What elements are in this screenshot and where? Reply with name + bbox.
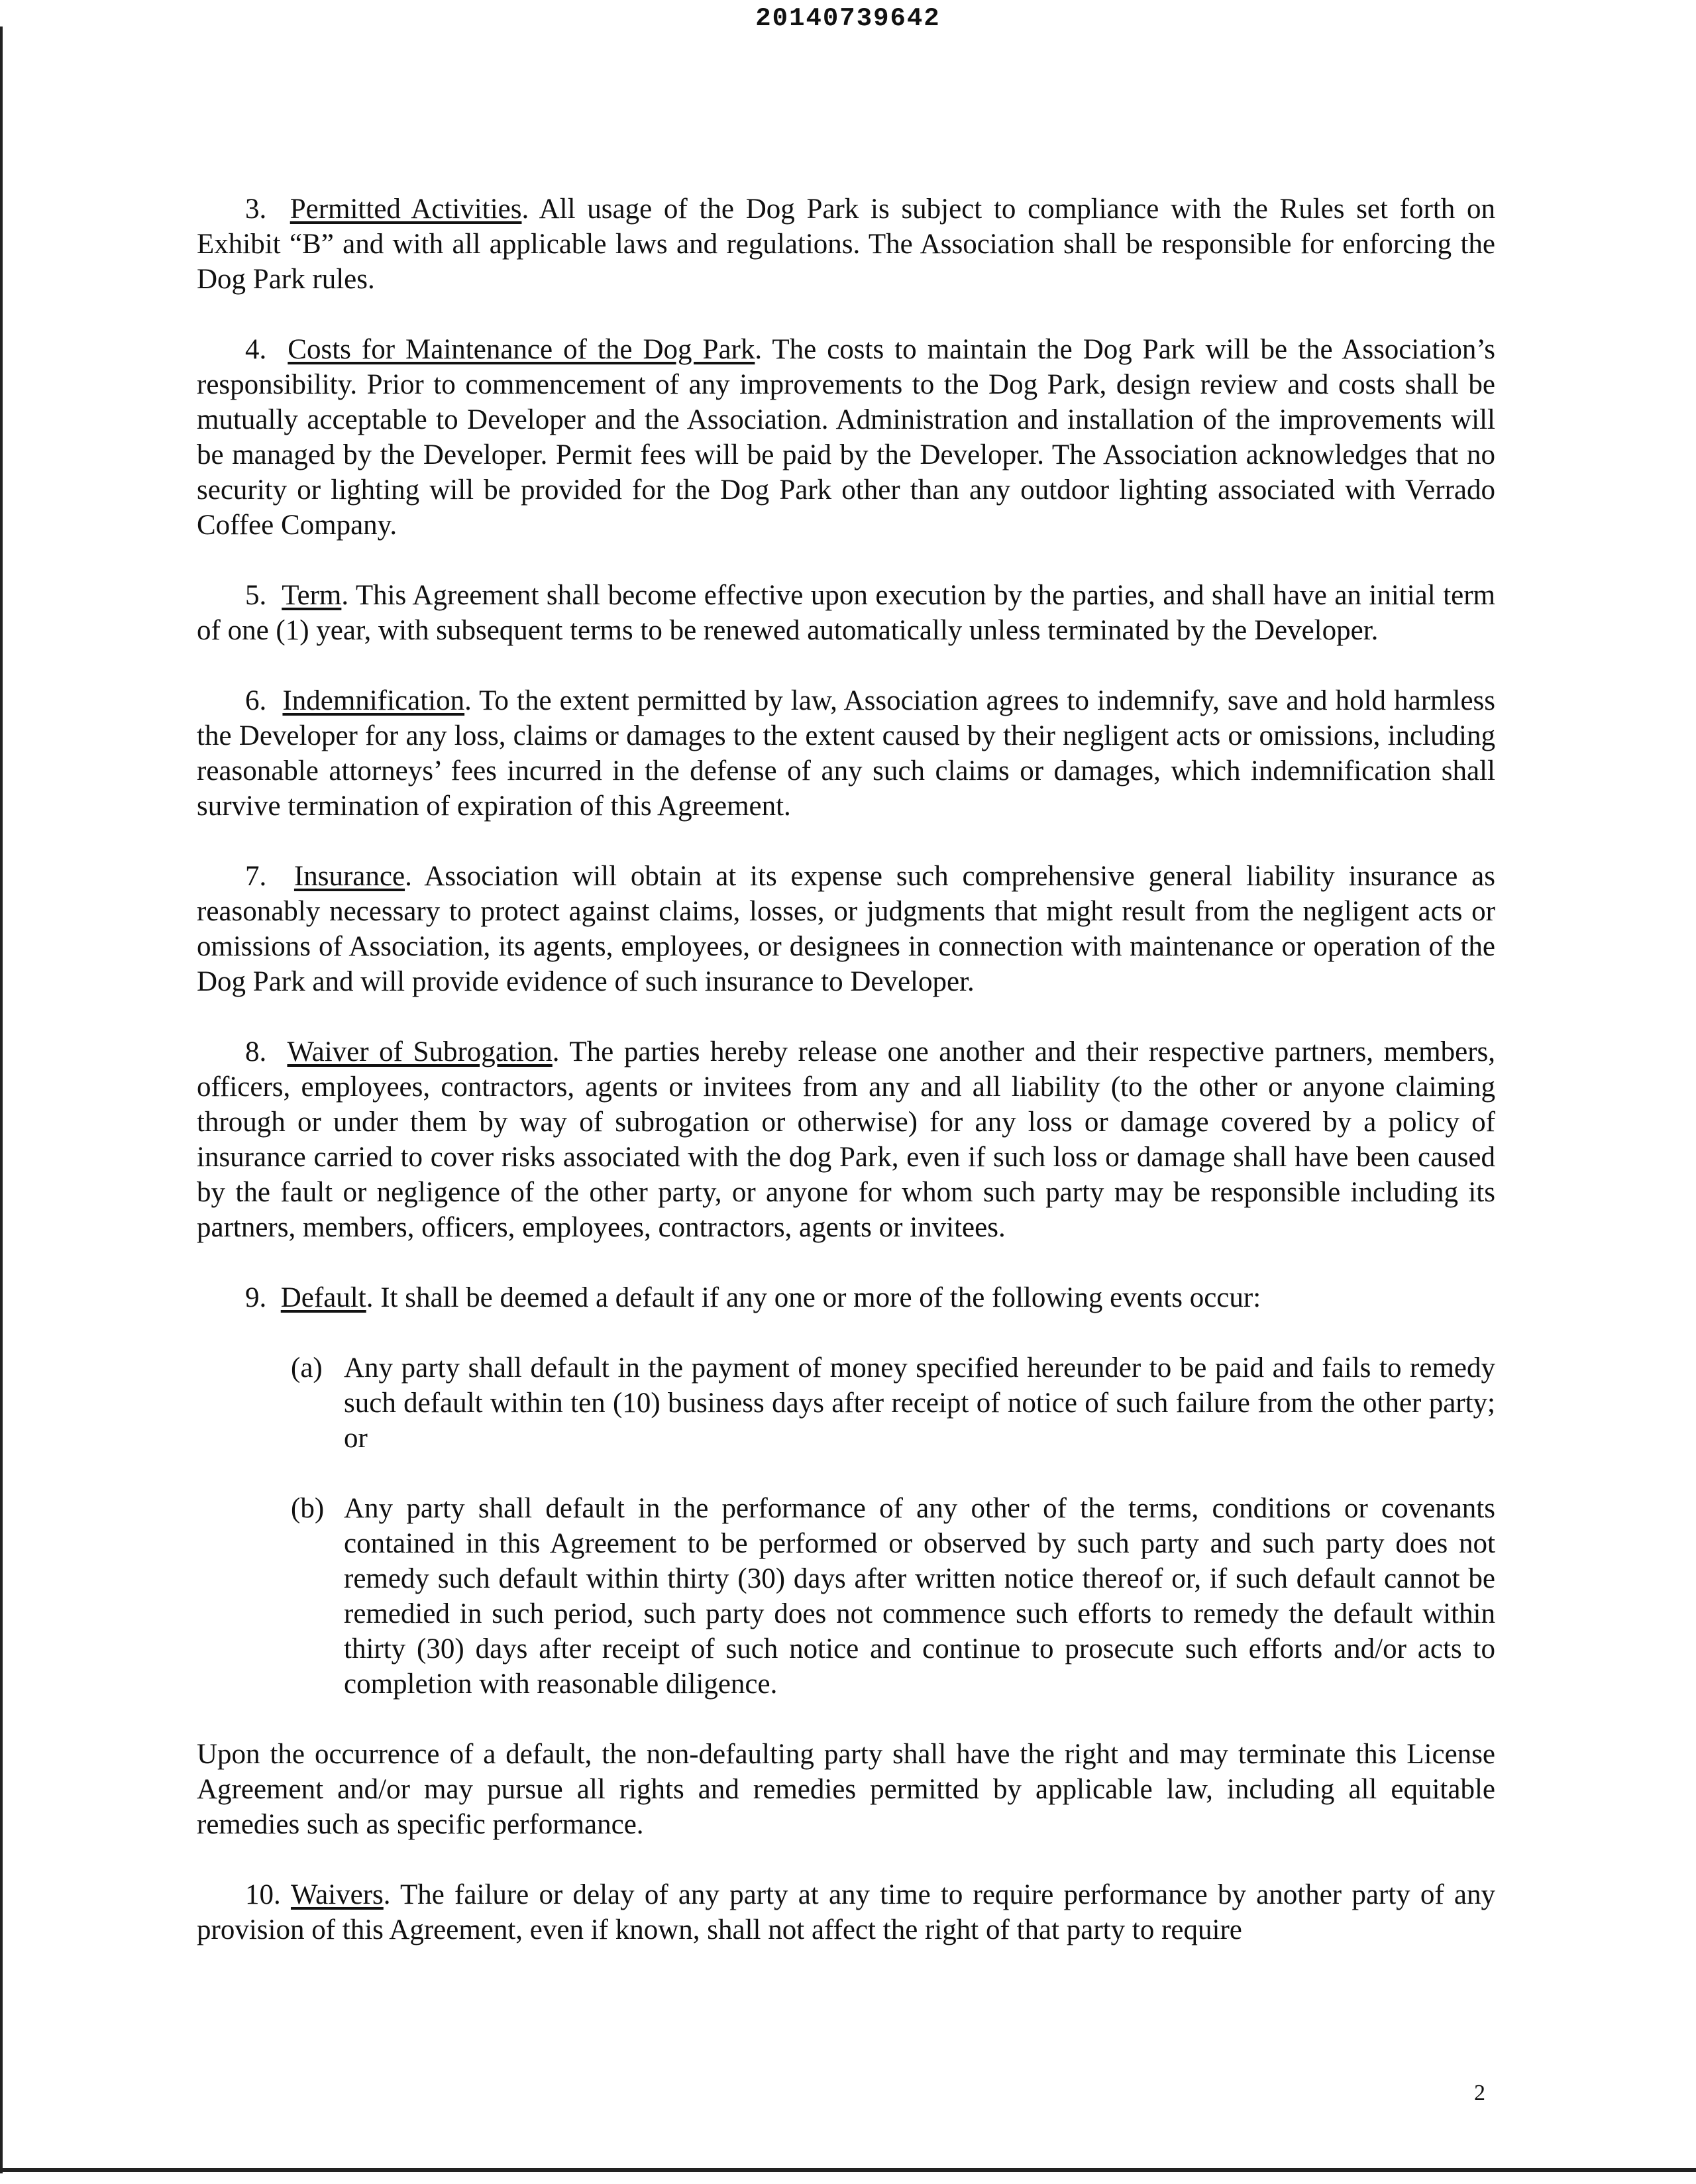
section-text: . All usage of the Dog Park is subject to compliance with the Rules set forth on Exhibit “B” and with all applicable laws and regulations. The Association shall be responsible for enforcing the Dog Park rules. [197,193,1496,295]
section-title: Costs for Maintenance of the Dog Park [288,334,755,365]
section-text: . It shall be deemed a default if any one or more of the following events occur: [366,1282,1261,1313]
section-7 [197,859,1495,999]
item-label: (a) [291,1352,323,1384]
section-text: . The costs to maintain the Dog Park will be the Association’s responsibility. Prior to commencement of any improvements to the Dog Park, design review and costs shall be mutually acceptable to Developer and the Association. Administration and installation of the improvements will be managed by the Developer. Permit fees will be paid by the Developer. The Association acknowledges that no security or lighting will be provided for the Dog Park other than any outdoor lighting associated with Verrado Coffee Company. [197,334,1495,541]
section-title: Permitted Activities [290,193,522,225]
default-item-a [291,1350,1495,1456]
default-item-b [291,1491,1495,1702]
section-title: Waivers [290,1879,384,1910]
section-8 [197,1034,1495,1245]
section-9 [197,1280,1495,1315]
document-number: 20140739642 [755,4,941,33]
section-text: . Association will obtain at its expense such comprehensive general liability insurance as reasonably necessary to protect against claims, losses, or judgments that might result from the negligent acts or omissions of Association, its agents, employees, or designees in connection with maintenance or operation of the Dog Park and will provide evidence of such insurance to Developer. [197,861,1495,997]
section-4 [197,332,1495,543]
section-title: Insurance [293,861,405,892]
default-remedy-paragraph: Upon the occurrence of a default, the non-defaulting party shall have the right and may terminate this License Agreement and/or may pursue all rights and remedies permitted by applicable law, including all equitable remedies such as specific performance. [197,1739,1495,1840]
section-10 [197,1877,1495,1947]
section-number: 6. [245,685,267,716]
section-number: 8. [245,1036,267,1067]
section-number: 7. [245,861,267,892]
section-number: 4. [245,334,267,365]
section-title: Waiver of Subrogation [287,1036,553,1067]
section-text: . The parties hereby release one another and their respective partners, members, officers, employees, contractors, agents or invitees from any and all liability (to the other or anyone claiming through or under them by way of subrogation or otherwise) for any loss or damage covered by a policy of insurance carried to cover risks associated with the dog Park, even if such loss or damage shall have been caused by the fault or negligence of the other party, or anyone for whom such party may be responsible including its partners, members, officers, employees, contractors, agents or invitees. [197,1036,1496,1243]
section-title: Indemnification [282,685,465,716]
section-5 [197,578,1495,648]
item-label: (b) [291,1493,325,1524]
section-3 [197,191,1495,297]
section-number: 5. [245,580,267,611]
section-text: . The failure or delay of any party at any time to require performance by another party of any provision of this Agreement, even if known, shall not affect the right of that party to require [197,1879,1495,1945]
section-6 [197,683,1495,824]
section-title: Term [282,580,342,611]
section-text: . To the extent permitted by law, Association agrees to indemnify, save and hold harmless the Developer for any loss, claims or damages to the extent caused by their negligent acts or omissions, including reasonable attorneys’ fees incurred in the defense of any such claims or damages, which indemnification shall survive termination of expiration of this Agreement. [197,685,1496,822]
section-text: . This Agreement shall become effective upon execution by the parties, and shall have an initial term of one (1) year, with subsequent terms to be renewed automatically unless terminated by the Developer. [197,580,1495,646]
page-left-border [0,27,3,2173]
page-number: 2 [1474,2081,1485,2105]
document-body [197,191,1495,1983]
section-number: 10. [245,1879,281,1910]
page-bottom-border [0,2168,1696,2172]
section-number: 9. [245,1282,267,1313]
section-title: Default [280,1282,366,1313]
item-text: Any party shall default in the payment of money specified hereunder to be paid and fails to remedy such default within ten (10) business days after receipt of notice of such failure from the other party; or [344,1352,1495,1454]
item-text: Any party shall default in the performance of any other of the terms, conditions or covenants contained in this Agreement to be performed or observed by such party and such party does not remedy such default within thirty (30) days after written notice thereof or, if such default cannot be remedied in such period, such party does not commence such efforts to remedy the default within thirty (30) days after receipt of such notice and continue to prosecute such efforts and/or acts to completion with reasonable diligence. [344,1493,1495,1700]
section-number: 3. [245,193,267,225]
